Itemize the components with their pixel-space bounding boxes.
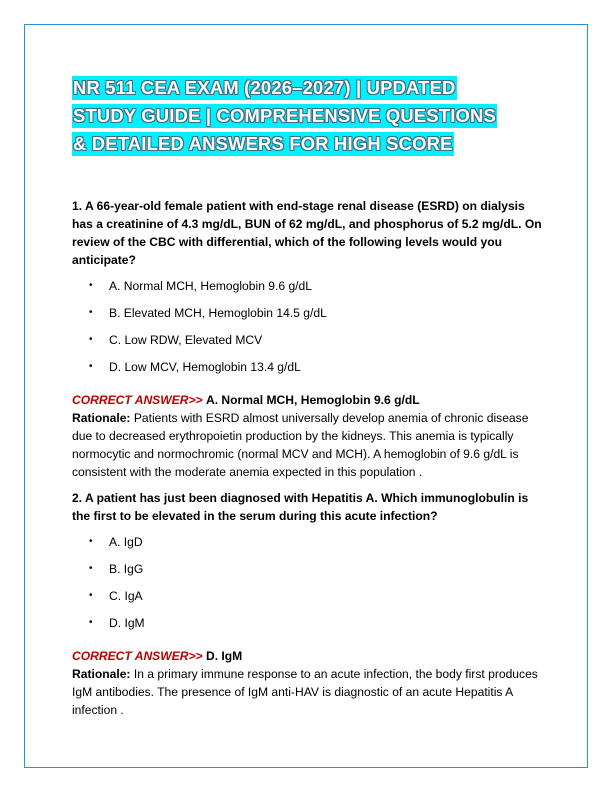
option-text: D. IgM — [109, 616, 145, 630]
answer-prefix: CORRECT ANSWER>> — [72, 393, 203, 407]
rationale-label: Rationale: — [72, 411, 131, 425]
option-text: D. Low MCV, Hemoglobin 13.4 g/dL — [109, 360, 301, 374]
question-block — [72, 489, 542, 719]
option-text: A. IgD — [109, 535, 143, 549]
option-item — [72, 614, 542, 641]
bullet-icon: • — [89, 590, 93, 601]
rationale-text: Patients with ESRD almost universally develop anemia of chronic disease due to decreased erythropoietin production by the kidneys. This anemia is typically normocytic and normochromic (normal MCV and MCH). A hemoglobin of 9.6 g/dL is consistent with the moderate anemia expected in this population . — [72, 411, 529, 479]
option-item — [72, 331, 542, 358]
question-stem: 2. A patient has just been diagnosed with Hepatitis A. Which immunoglobulin is the first to be elevated in the serum during this acute infection? — [72, 491, 529, 523]
answer-prefix: CORRECT ANSWER>> — [72, 649, 203, 663]
option-item — [72, 277, 542, 304]
bullet-icon: • — [89, 536, 93, 547]
bullet-icon: • — [89, 307, 93, 318]
title-line: STUDY GUIDE | COMPREHENSIVE QUESTIONS — [73, 105, 496, 126]
question-block — [72, 197, 542, 481]
question-stem: 1. A 66-year-old female patient with end-stage renal disease (ESRD) on dialysis has a creatinine of 4.3 mg/dL, BUN of 62 mg/dL, and phosphorus of 5.2 mg/dL. On review of the CBC with differential, which of the following levels would you anticipate? — [72, 199, 542, 267]
bullet-icon: • — [89, 334, 93, 345]
title-line: NR 511 CEA EXAM (2026–2027) | UPDATED — [73, 77, 456, 98]
rationale-text: In a primary immune response to an acute infection, the body first produces IgM antibodies. The presence of IgM anti-HAV is diagnostic of an acute Hepatitis A infection . — [72, 667, 538, 717]
option-list — [72, 533, 542, 641]
correct-answer — [72, 647, 542, 665]
rationale — [72, 665, 542, 719]
answer-text: D. IgM — [205, 649, 243, 663]
question-list — [72, 197, 542, 727]
option-text: C. Low RDW, Elevated MCV — [109, 333, 263, 347]
option-text: B. IgG — [109, 562, 144, 576]
bullet-icon: • — [89, 617, 93, 628]
title-line: & DETAILED ANSWERS FOR HIGH SCORE — [73, 133, 453, 154]
option-item — [72, 358, 542, 385]
option-item — [72, 304, 542, 331]
option-text: B. Elevated MCH, Hemoglobin 14.5 g/dL — [109, 306, 327, 320]
option-item — [72, 560, 542, 587]
option-text: A. Normal MCH, Hemoglobin 9.6 g/dL — [109, 279, 312, 293]
rationale-label: Rationale: — [72, 667, 131, 681]
option-text: C. IgA — [109, 589, 143, 603]
document-title — [72, 76, 542, 160]
option-item — [72, 533, 542, 560]
option-list — [72, 277, 542, 385]
bullet-icon: • — [89, 280, 93, 291]
rationale — [72, 409, 542, 481]
bullet-icon: • — [89, 361, 93, 372]
option-item — [72, 587, 542, 614]
answer-text: A. Normal MCH, Hemoglobin 9.6 g/dL — [205, 393, 420, 407]
correct-answer — [72, 391, 542, 409]
bullet-icon: • — [89, 563, 93, 574]
